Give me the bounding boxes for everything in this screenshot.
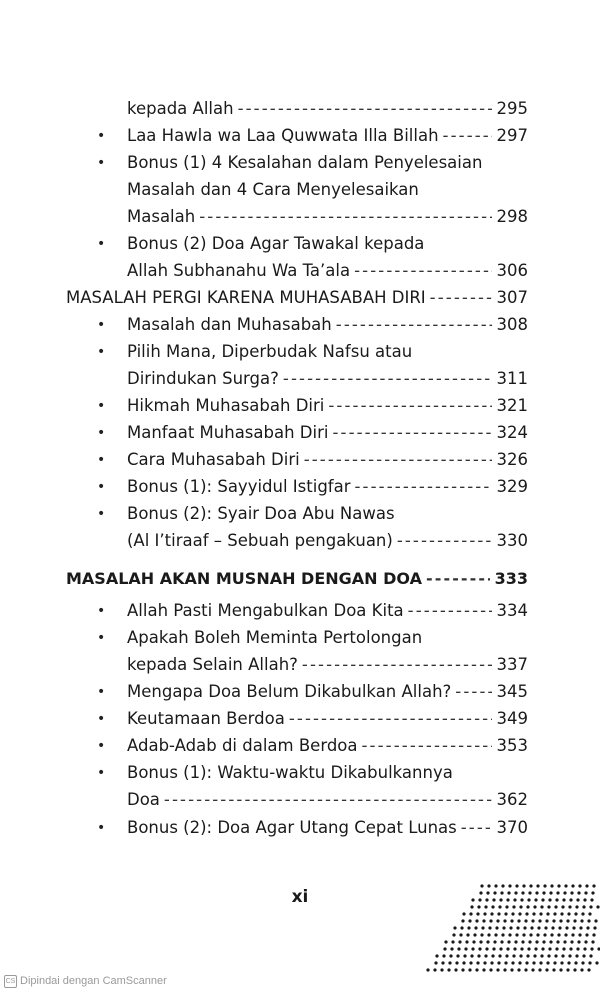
dot-leader [328, 393, 491, 419]
toc-section [66, 566, 528, 592]
dot-leader [304, 447, 492, 473]
bullet-icon: • [97, 820, 106, 836]
dot-leader [461, 815, 492, 841]
toc-entry [127, 787, 528, 813]
toc-entry [127, 150, 528, 176]
toc-entry-page: 329 [496, 477, 528, 496]
toc-entry-title: Laa Hawla wa Laa Quwwata Illa Billah [127, 126, 439, 145]
toc-entry [127, 706, 528, 732]
toc-entry [127, 312, 528, 338]
dot-leader [355, 474, 492, 500]
toc-section-title: MASALAH AKAN MUSNAH DENGAN DOA [66, 569, 422, 588]
toc-entry [127, 815, 528, 841]
toc-entry-page: 362 [496, 790, 528, 809]
camscanner-logo-icon: CS [4, 975, 17, 988]
camscanner-watermark [4, 973, 167, 989]
toc-entry-title: Masalah dan Muhasabah [127, 315, 332, 334]
toc-entry-page: 306 [496, 261, 528, 280]
toc-entry-title: Apakah Boleh Meminta Pertolongan [127, 628, 423, 647]
toc-section-page: 307 [496, 288, 528, 307]
toc-entry-page: 353 [496, 736, 528, 755]
toc-entry-page: 295 [496, 99, 528, 118]
toc-entry-title: Hikmah Muhasabah Diri [127, 396, 325, 415]
toc-entry-title: Bonus (1): Sayyidul Istigfar [127, 477, 351, 496]
toc-entry-title: Bonus (2) Doa Agar Tawakal kepada [127, 234, 425, 253]
toc-entry-page: 334 [496, 601, 528, 620]
bullet-icon: • [97, 711, 106, 727]
toc-section [66, 285, 528, 311]
toc-entry [127, 204, 528, 230]
toc-entry-title: Adab-Adab di dalam Berdoa [127, 736, 358, 755]
toc-entry-title: Dirindukan Surga? [127, 369, 279, 388]
dot-leader [238, 96, 492, 122]
toc-section-title: MASALAH PERGI KARENA MUHASABAH DIRI [66, 288, 426, 307]
dot-leader [443, 123, 492, 149]
dot-leader [336, 312, 492, 338]
toc-entry [127, 625, 528, 651]
toc-entry-page: 337 [496, 655, 528, 674]
toc-entry-title: Allah Subhanahu Wa Ta’ala [127, 261, 351, 280]
dot-leader [164, 787, 492, 813]
toc-entry [127, 733, 528, 759]
toc-entry-page: 370 [496, 818, 528, 837]
bullet-icon: • [97, 398, 106, 414]
toc-entry-page: 345 [496, 682, 528, 701]
toc-entry-title: Bonus (2): Syair Doa Abu Nawas [127, 504, 395, 523]
toc-entry-page: 297 [496, 126, 528, 145]
toc-entry [127, 177, 528, 203]
toc-entry-page: 330 [496, 531, 528, 550]
toc-entry-title: kepada Selain Allah? [127, 655, 298, 674]
toc-entry-page: 321 [496, 396, 528, 415]
dot-leader [397, 528, 492, 554]
bullet-icon: • [97, 128, 106, 144]
toc-entry [127, 339, 528, 365]
dot-leader [455, 679, 491, 705]
toc-entry [127, 447, 528, 473]
toc-entry-page: 298 [496, 207, 528, 226]
toc-entry-title: Bonus (2): Doa Agar Utang Cepat Lunas [127, 818, 457, 837]
bullet-icon: • [97, 425, 106, 441]
toc-entry-title: Masalah dan 4 Cara Menyelesaikan [127, 180, 419, 199]
toc-entry [127, 420, 528, 446]
toc-entry [127, 652, 528, 678]
dot-leader [362, 733, 492, 759]
toc-entry-title: (Al I’tiraaf – Sebuah pengakuan) [127, 531, 393, 550]
toc-entry-title: Masalah [127, 207, 196, 226]
dot-leader [408, 598, 492, 624]
bullet-icon: • [97, 603, 106, 619]
dot-leader [354, 258, 491, 284]
scanner-text: Dipindai dengan CamScanner [20, 975, 167, 987]
decorative-dot-pattern [420, 880, 600, 980]
toc-entry [127, 123, 528, 149]
bullet-icon: • [97, 479, 106, 495]
toc-entry-title: Cara Muhasabah Diri [127, 450, 300, 469]
bullet-icon: • [97, 684, 106, 700]
toc-entry [127, 760, 528, 786]
bullet-icon: • [97, 630, 106, 646]
toc-entry-title: Keutamaan Berdoa [127, 709, 285, 728]
toc-entry [127, 474, 528, 500]
toc-entry-page: 349 [496, 709, 528, 728]
toc-entry-title: kepada Allah [127, 99, 234, 118]
toc-entry [127, 393, 528, 419]
toc-entry [127, 96, 528, 122]
toc-entry-page: 326 [496, 450, 528, 469]
bullet-icon: • [97, 452, 106, 468]
bullet-icon: • [97, 344, 106, 360]
bullet-icon: • [97, 738, 106, 754]
toc-entry [127, 528, 528, 554]
toc-entry-title: Bonus (1): Waktu-waktu Dikabulkannya [127, 763, 453, 782]
toc-entry-page: 324 [496, 423, 528, 442]
dot-leader [302, 652, 492, 678]
toc-entry-page: 308 [496, 315, 528, 334]
toc-entry [127, 598, 528, 624]
toc-section-page: 333 [494, 569, 528, 588]
toc-entry-title: Manfaat Muhasabah Diri [127, 423, 329, 442]
toc-entry-page: 311 [496, 369, 528, 388]
bullet-icon: • [97, 317, 106, 333]
toc-entry-title: Doa [127, 790, 160, 809]
toc-entry [127, 366, 528, 392]
dot-leader [199, 204, 491, 230]
dot-leader [430, 285, 492, 311]
bullet-icon: • [97, 506, 106, 522]
dot-leader [332, 420, 491, 446]
toc-entry-title: Allah Pasti Mengabulkan Doa Kita [127, 601, 404, 620]
toc-entry [127, 258, 528, 284]
dot-leader [426, 566, 490, 592]
toc-entry-title: Pilih Mana, Diperbudak Nafsu atau [127, 342, 413, 361]
page-number: xi [291, 887, 309, 907]
dot-leader [289, 706, 492, 732]
dot-leader [283, 366, 492, 392]
bullet-icon: • [97, 765, 106, 781]
bullet-icon: • [97, 236, 106, 252]
toc-entry-title: Bonus (1) 4 Kesalahan dalam Penyelesaian [127, 153, 483, 172]
bullet-icon: • [97, 155, 106, 171]
toc-entry [127, 679, 528, 705]
toc-entry [127, 501, 528, 527]
toc-entry-title: Mengapa Doa Belum Dikabulkan Allah? [127, 682, 452, 701]
toc-entry [127, 231, 528, 257]
